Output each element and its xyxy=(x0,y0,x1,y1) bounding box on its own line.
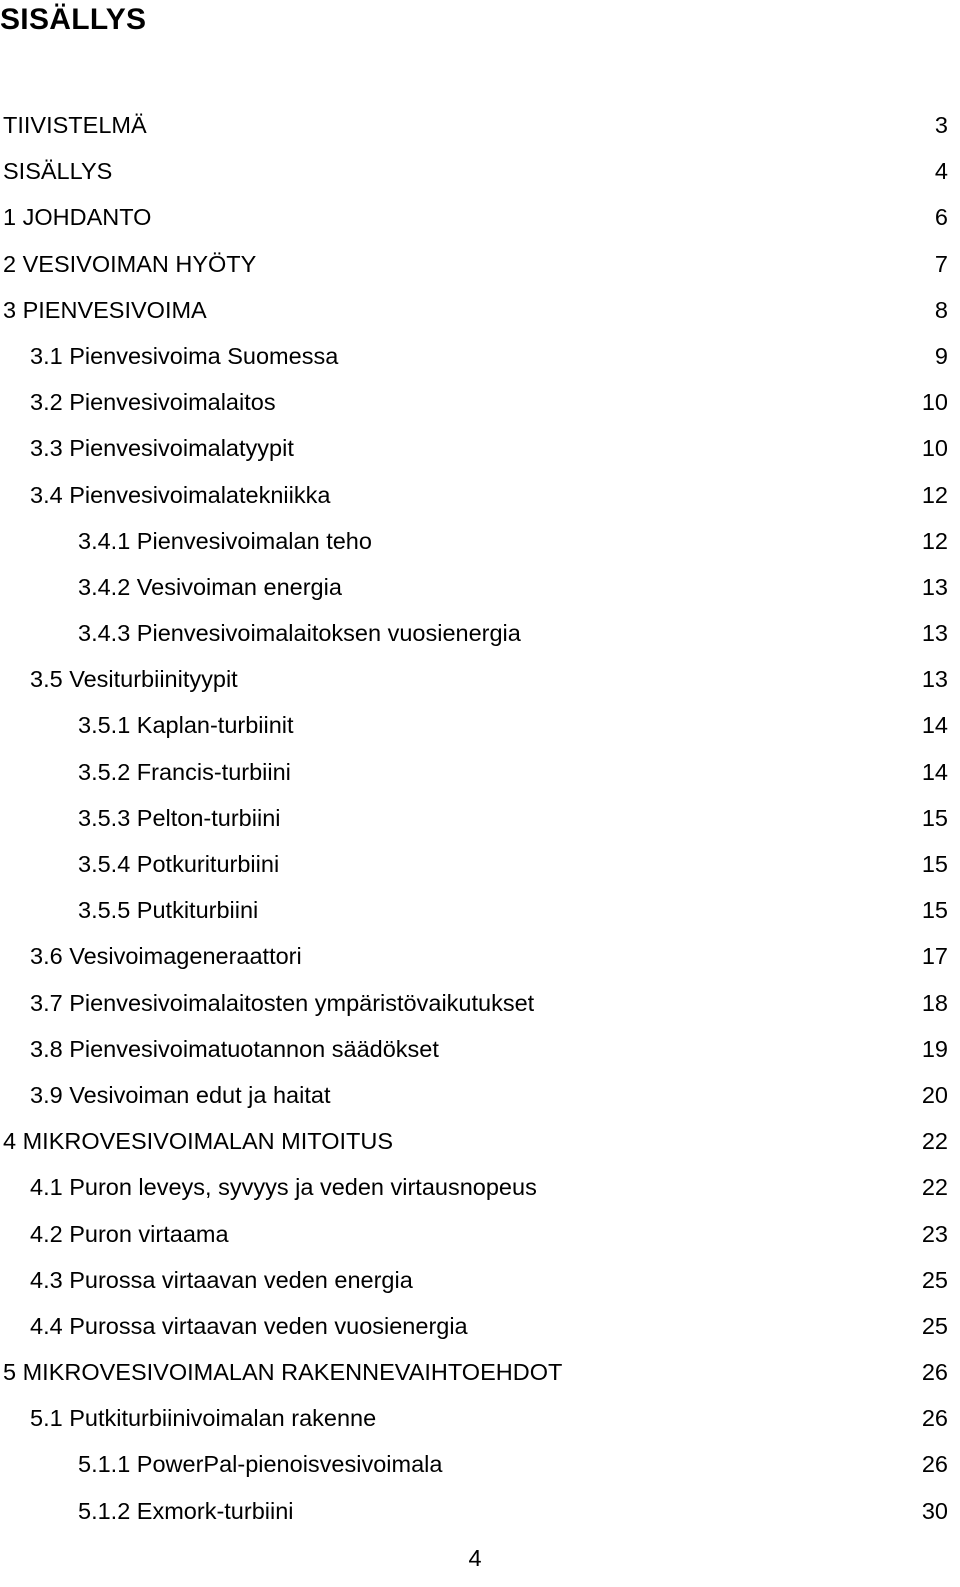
toc-entry-label: 4.4 Purossa virtaavan veden vuosienergia xyxy=(30,1312,468,1339)
toc-entry-page-number: 14 xyxy=(921,712,948,739)
toc-entry-page-number: 12 xyxy=(921,527,948,554)
toc-entry[interactable] xyxy=(0,887,960,933)
toc-entry-label: 1 JOHDANTO xyxy=(3,204,152,231)
toc-entry-page-number: 12 xyxy=(921,481,948,508)
toc-entry-page-number: 6 xyxy=(934,204,948,231)
toc-entry-page-number: 15 xyxy=(921,851,948,877)
toc-entry[interactable] xyxy=(0,1349,960,1395)
toc-entry[interactable] xyxy=(0,702,960,748)
toc-entry[interactable] xyxy=(0,1488,960,1534)
toc-entry[interactable] xyxy=(0,1257,960,1303)
toc-entry-page-number: 13 xyxy=(921,620,948,647)
toc-entry-page-number: 8 xyxy=(934,296,948,323)
toc-entry[interactable] xyxy=(0,1303,960,1349)
toc-entry[interactable] xyxy=(0,287,960,333)
toc-entry-page-number: 26 xyxy=(921,1451,948,1478)
toc-entry[interactable] xyxy=(0,1118,960,1164)
toc-entry-page-number: 10 xyxy=(921,435,948,462)
toc-entry-label: 3.5.3 Pelton-turbiini xyxy=(78,804,281,831)
toc-entry-page-number: 13 xyxy=(921,666,948,693)
toc-entry-label: TIIVISTELMÄ xyxy=(3,112,147,138)
toc-entry[interactable] xyxy=(0,518,960,564)
toc-entry[interactable] xyxy=(0,980,960,1026)
toc-entry-label: 3.2 Pienvesivoimalaitos xyxy=(30,389,276,416)
page-title: SISÄLLYS xyxy=(0,3,147,36)
toc-entry-page-number: 22 xyxy=(921,1174,948,1201)
toc-entry[interactable] xyxy=(0,379,960,425)
toc-entry[interactable] xyxy=(0,933,960,979)
toc-entry[interactable] xyxy=(0,472,960,518)
toc-entry-page-number: 10 xyxy=(921,389,948,416)
toc-entry[interactable] xyxy=(0,749,960,795)
toc-entry-page-number: 19 xyxy=(921,1035,948,1062)
toc-entry-label: 3.5.2 Francis-turbiini xyxy=(78,758,291,785)
toc-entry-label: 5.1 Putkiturbiinivoimalan rakenne xyxy=(30,1405,377,1432)
toc-entry-page-number: 26 xyxy=(921,1405,948,1432)
toc-entry-label: 3.5.1 Kaplan-turbiinit xyxy=(78,712,294,739)
toc-entry-label: 3.9 Vesivoiman edut ja haitat xyxy=(30,1081,331,1108)
toc-entry[interactable] xyxy=(0,1441,960,1487)
toc-entry-label: 3.4 Pienvesivoimalatekniikka xyxy=(30,481,331,508)
toc-entry[interactable] xyxy=(0,333,960,379)
toc-entry-page-number: 15 xyxy=(921,897,948,924)
toc-entry-label: 3.5.5 Putkiturbiini xyxy=(78,897,259,924)
toc-entry-label: 3.4.3 Pienvesivoimalaitoksen vuosienergia xyxy=(78,620,521,647)
toc-entry-page-number: 14 xyxy=(921,758,948,785)
toc-entry[interactable] xyxy=(0,564,960,610)
toc-entry-label: 3.1 Pienvesivoima Suomessa xyxy=(30,342,339,369)
toc-entry-label: 3.7 Pienvesivoimalaitosten ympäristövaikutukset xyxy=(30,989,535,1016)
toc-entry[interactable] xyxy=(0,1164,960,1210)
toc-entry-label: 3.5.4 Potkuriturbiini xyxy=(78,851,280,877)
toc-entry[interactable] xyxy=(0,610,960,656)
toc-entry-label: 2 VESIVOIMAN HYÖTY xyxy=(3,250,257,277)
toc-entry-label: 4 MIKROVESIVOIMALAN MITOITUS xyxy=(3,1128,393,1155)
toc-entry-label: 4.3 Purossa virtaavan veden energia xyxy=(30,1266,413,1293)
table-of-contents xyxy=(0,102,960,1534)
toc-entry[interactable] xyxy=(0,1072,960,1118)
footer-page-number: 4 xyxy=(468,1545,482,1571)
toc-entry[interactable] xyxy=(0,425,960,471)
toc-entry-label: 3.5 Vesiturbiinityypit xyxy=(30,666,238,693)
toc-entry[interactable] xyxy=(0,1211,960,1257)
toc-entry-page-number: 23 xyxy=(921,1220,948,1247)
toc-entry[interactable] xyxy=(0,656,960,702)
toc-entry-page-number: 4 xyxy=(934,158,948,185)
toc-entry-page-number: 9 xyxy=(934,342,948,369)
toc-entry-label: 5 MIKROVESIVOIMALAN RAKENNEVAIHTOEHDOT xyxy=(3,1359,563,1386)
toc-entry[interactable] xyxy=(0,841,960,887)
toc-entry[interactable] xyxy=(0,1395,960,1441)
toc-entry-page-number: 25 xyxy=(921,1266,948,1293)
toc-entry-page-number: 7 xyxy=(934,250,948,277)
toc-entry-page-number: 30 xyxy=(921,1497,948,1524)
toc-entry-label: SISÄLLYS xyxy=(3,158,113,185)
toc-entry[interactable] xyxy=(0,795,960,841)
toc-entry-page-number: 3 xyxy=(934,112,948,138)
toc-entry-page-number: 22 xyxy=(921,1128,948,1155)
toc-entry[interactable] xyxy=(0,241,960,287)
toc-entry-label: 4.2 Puron virtaama xyxy=(30,1220,229,1247)
toc-entry[interactable] xyxy=(0,1026,960,1072)
toc-entry[interactable] xyxy=(0,194,960,240)
toc-entry-page-number: 25 xyxy=(921,1312,948,1339)
toc-entry-page-number: 26 xyxy=(921,1359,948,1386)
toc-entry-label: 3.6 Vesivoimageneraattori xyxy=(30,943,302,970)
toc-entry-label: 5.1.2 Exmork-turbiini xyxy=(78,1497,294,1524)
toc-entry-label: 3.4.2 Vesivoiman energia xyxy=(78,573,342,600)
toc-entry-label: 3.8 Pienvesivoimatuotannon säädökset xyxy=(30,1035,439,1062)
toc-entry[interactable] xyxy=(0,102,960,148)
toc-entry-label: 5.1.1 PowerPal-pienoisvesivoimala xyxy=(78,1451,443,1478)
toc-entry-label: 4.1 Puron leveys, syvyys ja veden virtausnopeus xyxy=(30,1174,537,1201)
toc-entry-page-number: 13 xyxy=(921,573,948,600)
toc-entry[interactable] xyxy=(0,148,960,194)
toc-entry-label: 3.4.1 Pienvesivoimalan teho xyxy=(78,527,372,554)
toc-entry-label: 3.3 Pienvesivoimalatyypit xyxy=(30,435,294,462)
toc-entry-label: 3 PIENVESIVOIMA xyxy=(3,296,207,323)
toc-entry-page-number: 18 xyxy=(921,989,948,1016)
toc-entry-page-number: 15 xyxy=(921,804,948,831)
toc-entry-page-number: 17 xyxy=(921,943,948,970)
toc-entry-page-number: 20 xyxy=(921,1081,948,1108)
